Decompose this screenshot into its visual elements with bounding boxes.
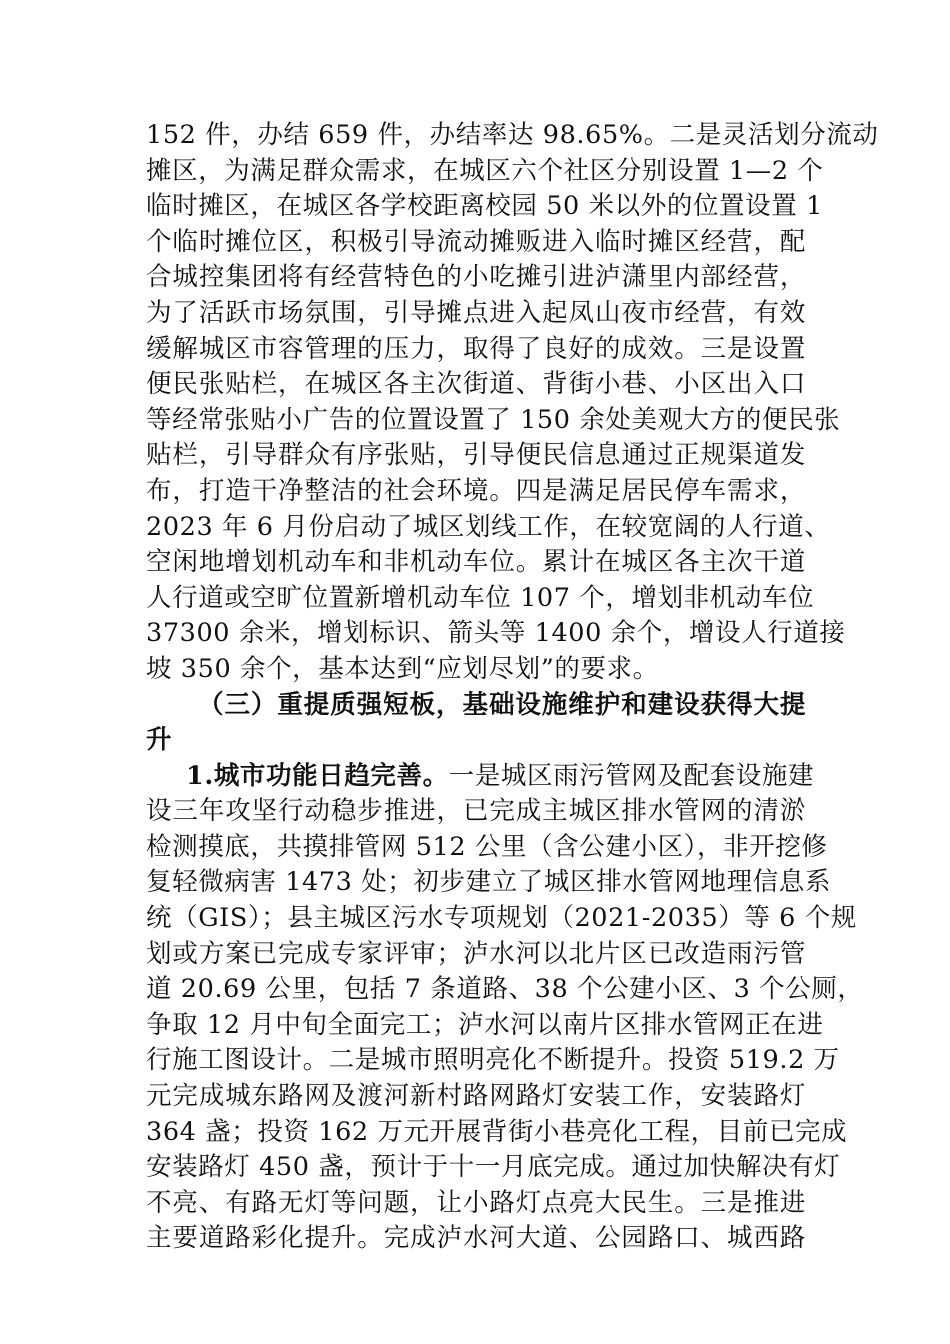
text-line: 等经常张贴小广告的位置设置了 150 余处美观大方的便民张 (146, 404, 841, 435)
text-line: 合城控集团将有经营特色的小吃摊引进泸潇里内部经营， (146, 262, 806, 293)
text-line: 364 盏；投资 162 万元开展背街小巷亮化工程，目前已完成 (146, 1116, 848, 1147)
text-span: 一是城区雨污管网及配套设施建 (448, 760, 815, 791)
text-line: 坡 350 余个，基本达到“应划尽划”的要求。 (146, 653, 659, 684)
text-line: 复轻微病害 1473 处；初步建立了城区排水管网地理信息系 (146, 867, 832, 898)
text-line: 元完成城东路网及渡河新村路网路灯安装工作，安装路灯 (146, 1081, 806, 1112)
text-line (146, 759, 815, 795)
text-line: 为了活跃市场氛围，引导摊点进入起凤山夜市经营，有效 (146, 297, 806, 328)
text-line: 便民张贴栏，在城区各主次街道、背街小巷、小区出入口 (146, 369, 806, 400)
text-line: 布，打造干净整洁的社会环境。四是满足居民停车需求， (146, 475, 806, 506)
text-line: 贴栏，引导群众有序张贴，引导便民信息通过正规渠道发 (146, 440, 806, 471)
text-line: 道 20.69 公里，包括 7 条道路、38 个公建小区、3 个公厕， (146, 974, 864, 1005)
paragraph-2 (146, 759, 864, 1257)
text-line: 划或方案已完成专家评审；泸水河以北片区已改造雨污管 (146, 938, 806, 969)
text-line: 不亮、有路无灯等问题，让小路灯点亮大民生。三是推进 (146, 1187, 806, 1218)
text-line: 安装路灯 450 盏，预计于十一月底完成。通过加快解决有灯 (146, 1152, 841, 1183)
text-line: 主要道路彩化提升。完成泸水河大道、公园路口、城西路 (146, 1223, 806, 1254)
text-line: 检测摸底，共摸排管网 512 公里（含公建小区），非开挖修 (146, 831, 828, 862)
subheading-lead: 1.城市功能日趋完善。 (186, 760, 449, 791)
text-line: 摊区，为满足群众需求，在城区六个社区分别设置 1—2 个 (146, 155, 824, 186)
text-line: 个临时摊位区，积极引导流动摊贩进入临时摊区经营，配 (146, 226, 806, 257)
text-line: 37300 余米，增划标识、箭头等 1400 余个，增设人行道接 (146, 618, 846, 649)
paragraph-1 (146, 118, 879, 688)
text-line: 空闲地增划机动车和非机动车位。累计在城区各主次干道 (146, 547, 806, 578)
text-line: 缓解城区市容管理的压力，取得了良好的成效。三是设置 (146, 333, 806, 364)
heading-line: （三）重提质强短板，基础设施维护和建设获得大提 (198, 689, 806, 720)
text-line: 争取 12 月中旬全面完工；泸水河以南片区排水管网正在进 (146, 1009, 824, 1040)
text-line: 统（GIS）；县主城区污水专项规划（2021-2035）等 6 个规 (146, 903, 857, 934)
text-line: 行施工图设计。二是城市照明亮化不断提升。投资 519.2 万 (146, 1045, 840, 1076)
text-line: 2023 年 6 月份启动了城区划线工作，在较宽阔的人行道、 (146, 511, 831, 542)
text-line: 152 件，办结 659 件，办结率达 98.65%。二是灵活划分流动 (146, 120, 879, 150)
text-line: 人行道或空旷位置新增机动车位 107 个，增划非机动车位 (146, 582, 815, 613)
heading-line: 升 (146, 725, 173, 756)
text-line: 临时摊区，在城区各学校距离校园 50 米以外的位置设置 1 (146, 191, 823, 222)
section-heading (146, 688, 806, 759)
document-page (146, 118, 879, 1257)
text-line: 设三年攻坚行动稳步推进，已完成主城区排水管网的清淤 (146, 796, 806, 827)
